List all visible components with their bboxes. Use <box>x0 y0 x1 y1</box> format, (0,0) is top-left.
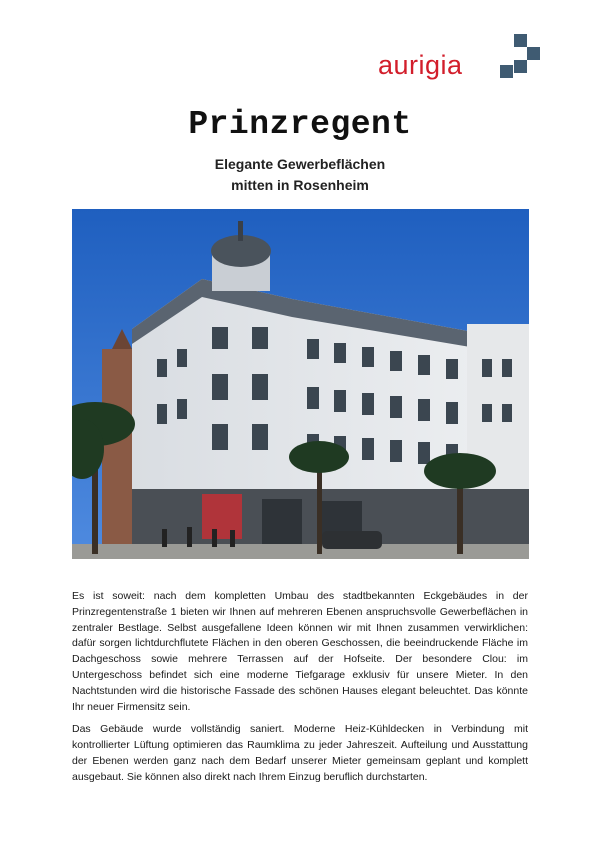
subtitle-line-1: Elegante Gewerbeflächen <box>214 156 386 172</box>
logo-squares-icon <box>500 34 540 78</box>
page-subtitle <box>0 154 600 196</box>
description <box>72 589 528 793</box>
building-photo <box>72 209 529 559</box>
paragraph-1: Es ist soweit: nach dem kompletten Umbau des stadtbekannten Eckgebäudes in der Prinzregentenstraße 1 bieten wir Ihnen auf mehreren Ebenen anspruchsvolle Gewerbeflächen in zentraler Bestlage. Selbst ausgefallene Ideen können wir mit Ihnen zusammen verwirklichen: dafür sorgen lichtdurchflutete Flächen in den oberen Geschossen, die beeindruckende Fläche im Dachgeschoss sowie mehrere Terrassen auf der Hofseite. Der besondere Clou: im Untergeschoss befindet sich eine moderne Tiefgarage exklusiv für unsere Mieter. In den Nachtstunden wird die historische Fassade des schönen Hauses elegant beleuchtet. Das könnte Ihr neuer Firmensitz sein. <box>72 590 528 713</box>
paragraph-2: Das Gebäude wurde vollständig saniert. Moderne Heiz-Kühldecken in Verbindung mit kontrollierter Lüftung optimieren das Raumklima zu jeder Jahreszeit. Aufteilung und Ausstattung der Ebenen werden ganz nach dem Bedarf unserer Mieter gemeinsam geplant und komplett ausgebaut. Sie können also direkt nach Ihrem Einzug beruflich durchstarten. <box>72 723 528 783</box>
page-title: Prinzregent <box>188 106 412 143</box>
aurigia-logo <box>378 34 540 82</box>
subtitle-line-2: mitten in Rosenheim <box>231 177 369 193</box>
logo-wordmark: aurigia <box>378 50 463 80</box>
